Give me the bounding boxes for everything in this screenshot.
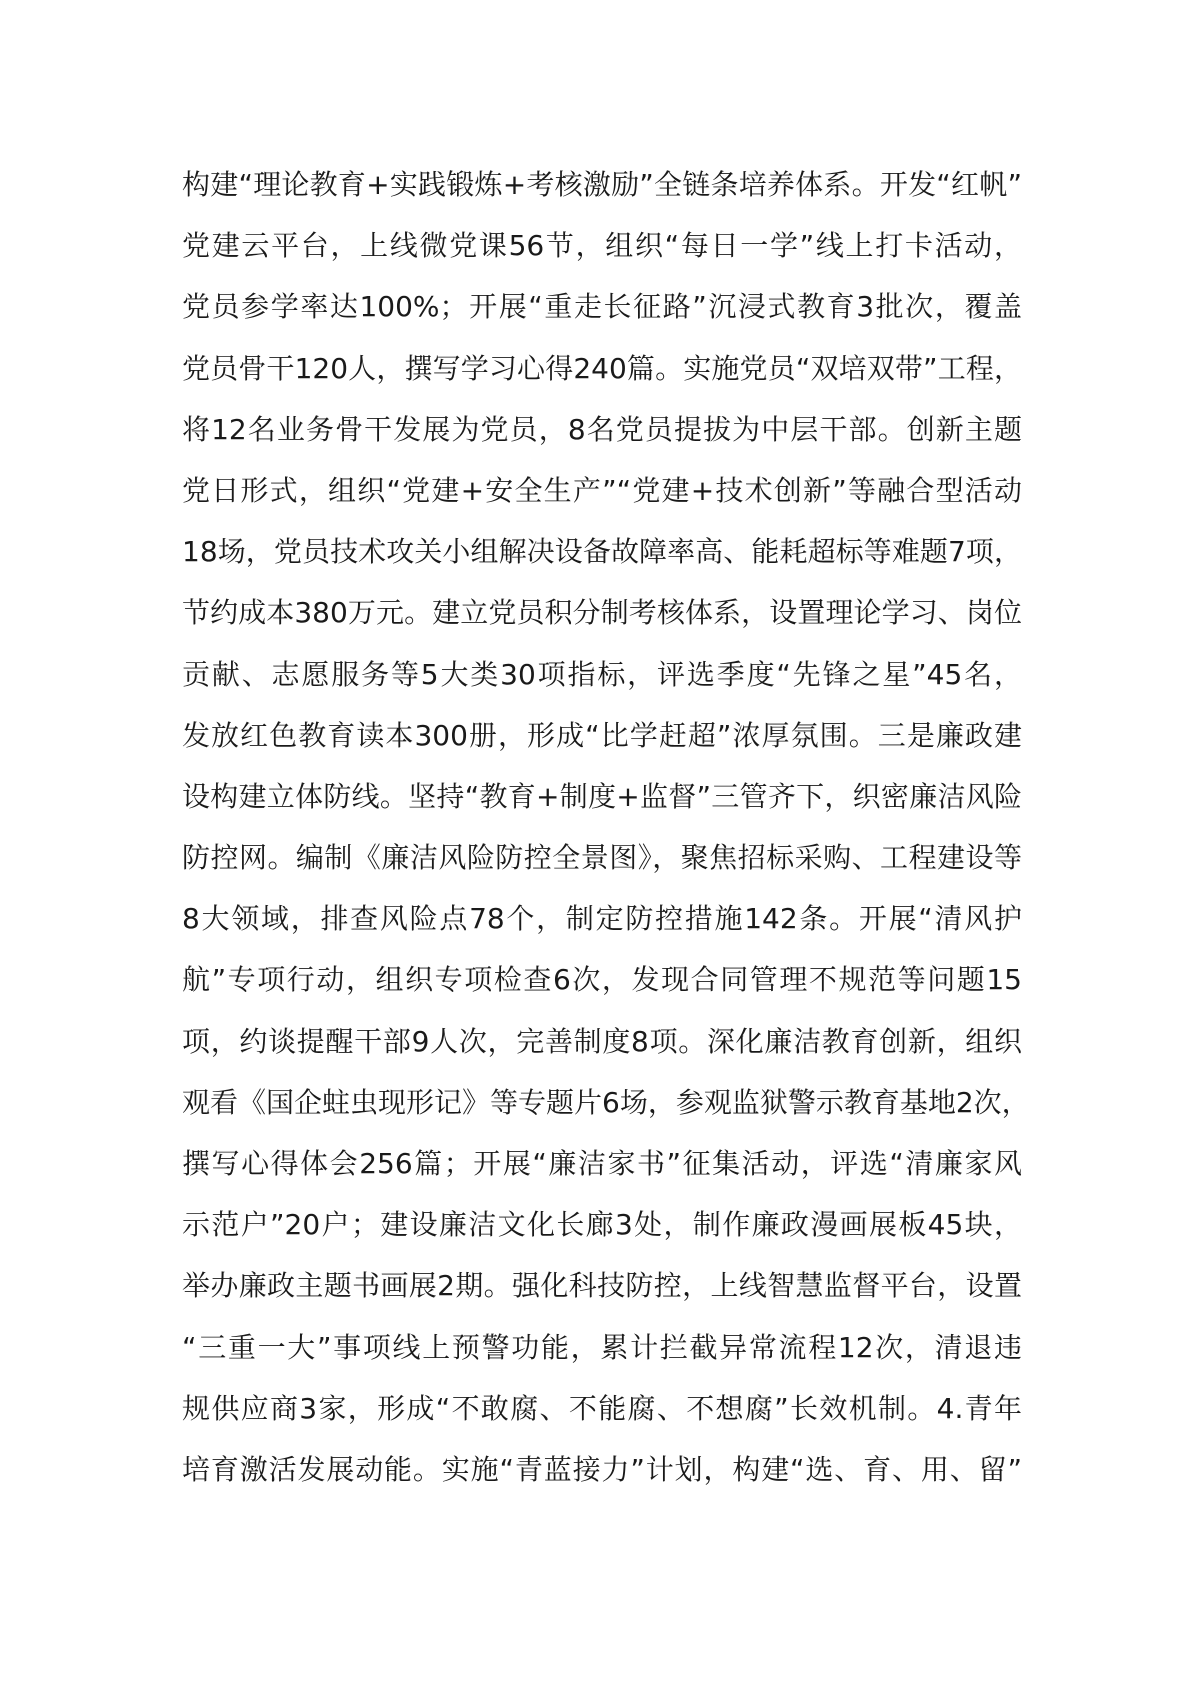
text-line: 构建“理论教育+实践锻炼+考核激励”全链条培养体系。开发“红帆” bbox=[182, 168, 1022, 201]
text-line: 观看《国企蛀虫现形记》等专题片6场，参观监狱警示教育基地2次， bbox=[182, 1085, 1030, 1119]
text-line: 航”专项行动，组织专项检查6次，发现合同管理不规范等问题15 bbox=[182, 963, 1022, 997]
text-line: 将12名业务骨干发展为党员，8名党员提拔为中层干部。创新主题 bbox=[182, 412, 1022, 446]
text-line: 项，约谈提醒干部9人次，完善制度8项。深化廉洁教育创新，组织 bbox=[182, 1024, 1022, 1058]
text-line: 党员骨干120人，撰写学习心得240篇。实施党员“双培双带”工程， bbox=[182, 351, 1022, 385]
body-paragraph bbox=[182, 154, 1030, 1500]
text-line: 设构建立体防线。坚持“教育+制度+监督”三管齐下，织密廉洁风险 bbox=[182, 779, 1022, 813]
text-line: 8大领域，排查风险点78个，制定防控措施142条。开展“清风护 bbox=[182, 902, 1022, 936]
text-line: 防控网。编制《廉洁风险防控全景图》，聚焦招标采购、工程建设等 bbox=[182, 841, 1022, 875]
text-line: 发放红色教育读本300册，形成“比学赶超”浓厚氛围。三是廉政建 bbox=[182, 718, 1022, 752]
text-line: 撰写心得体会256篇；开展“廉洁家书”征集活动，评选“清廉家风 bbox=[182, 1147, 1022, 1180]
text-line: 规供应商3家，形成“不敢腐、不能腐、不想腐”长效机制。4.青年 bbox=[182, 1391, 1022, 1425]
text-line: 党员参学率达100%；开展“重走长征路”沉浸式教育3批次，覆盖 bbox=[182, 290, 1022, 324]
text-line: 党日形式，组织“党建+安全生产”“党建+技术创新”等融合型活动 bbox=[182, 473, 1022, 507]
text-line: 节约成本380万元。建立党员积分制考核体系，设置理论学习、岗位 bbox=[182, 596, 1022, 630]
text-line: 示范户”20户；建设廉洁文化长廊3处，制作廉政漫画展板45块， bbox=[182, 1208, 1022, 1242]
text-line: 党建云平台，上线微党课56节，组织“每日一学”线上打卡活动， bbox=[182, 229, 1022, 263]
text-line: 18场，党员技术攻关小组解决设备故障率高、能耗超标等难题7项， bbox=[182, 535, 1022, 569]
text-line: 贡献、志愿服务等5大类30项指标，评选季度“先锋之星”45名， bbox=[182, 657, 1022, 691]
text-line: 培育激活发展动能。实施“青蓝接力”计划，构建“选、育、用、留” bbox=[182, 1452, 1022, 1486]
text-line: “三重一大”事项线上预警功能，累计拦截异常流程12次，清退违 bbox=[182, 1330, 1022, 1364]
text-line: 举办廉政主题书画展2期。强化科技防控，上线智慧监督平台，设置 bbox=[182, 1269, 1022, 1303]
